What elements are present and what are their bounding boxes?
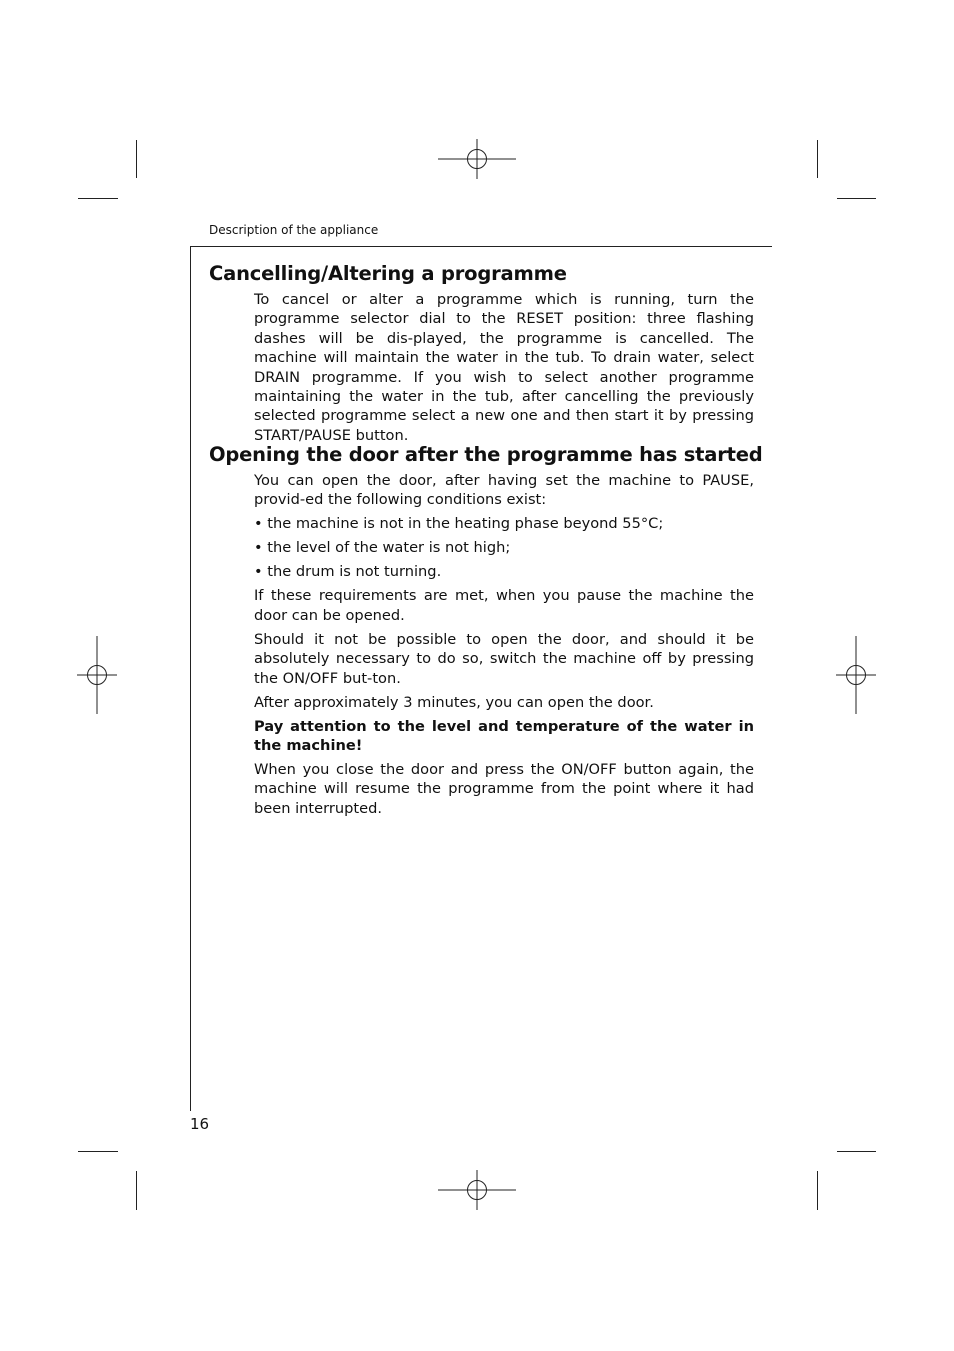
crop-mark-bottom-left-horizontal <box>78 1151 118 1152</box>
warning-text: Pay attention to the level and temperature of the water in the machine! <box>254 717 754 755</box>
registration-mark-top-icon <box>438 120 516 198</box>
paragraph-cancel-instructions: To cancel or alter a programme which is running, turn the programme selector dial to the RESET position: three flashing dashes will be dis-played, the programme is cancelled. The machine will maintain the water in the tub. To drain water, select DRAIN programme. If you wish to select another programme maintaining the water in the tub, after cancelling the previously selected programme select a new one and then start it by pressing START/PAUSE button. <box>254 291 754 444</box>
crop-mark-top-right-horizontal <box>837 198 876 199</box>
registration-mark-right-icon <box>817 636 895 714</box>
list-item-water-level: • the level of the water is not high; <box>254 539 511 557</box>
crop-mark-top-left-horizontal <box>78 198 118 199</box>
registration-mark-left-icon <box>58 636 136 714</box>
paragraph-requirements: If these requirements are met, when you pause the machine the door can be opened. <box>254 587 754 624</box>
paragraph-intro: You can open the door, after having set the machine to PAUSE, provid-ed the following conditions exist: <box>254 472 754 509</box>
margin-rule <box>190 246 191 1111</box>
list-item-heating: • the machine is not in the heating phase beyond 55°C; <box>254 515 664 533</box>
header-rule <box>190 246 772 247</box>
paragraph-resume: When you close the door and press the ON/OFF button again, the machine will resume the programme from the point where it had been interrupted. <box>254 761 754 817</box>
section-body-cancelling <box>254 290 754 450</box>
page-number: 16 <box>190 1115 210 1133</box>
crop-mark-top-left-vertical <box>136 140 137 178</box>
registration-mark-bottom-icon <box>438 1151 516 1229</box>
list-item-drum: • the drum is not turning. <box>254 563 442 581</box>
running-header: Description of the appliance <box>209 223 379 237</box>
paragraph-not-possible: Should it not be possible to open the door, and should it be absolutely necessary to do so, switch the machine off by pressing the ON/OFF but-ton. <box>254 630 754 687</box>
section-heading-cancelling: Cancelling/Altering a programme <box>209 262 567 285</box>
section-heading-opening-door: Opening the door after the programme has started <box>209 443 763 466</box>
crop-mark-bottom-left-vertical <box>136 1171 137 1210</box>
crop-mark-bottom-right-vertical <box>817 1171 818 1210</box>
section-body-opening-door <box>254 471 754 823</box>
crop-mark-bottom-right-horizontal <box>837 1151 876 1152</box>
paragraph-wait: After approximately 3 minutes, you can open the door. <box>254 693 654 711</box>
crop-mark-top-right-vertical <box>817 140 818 178</box>
